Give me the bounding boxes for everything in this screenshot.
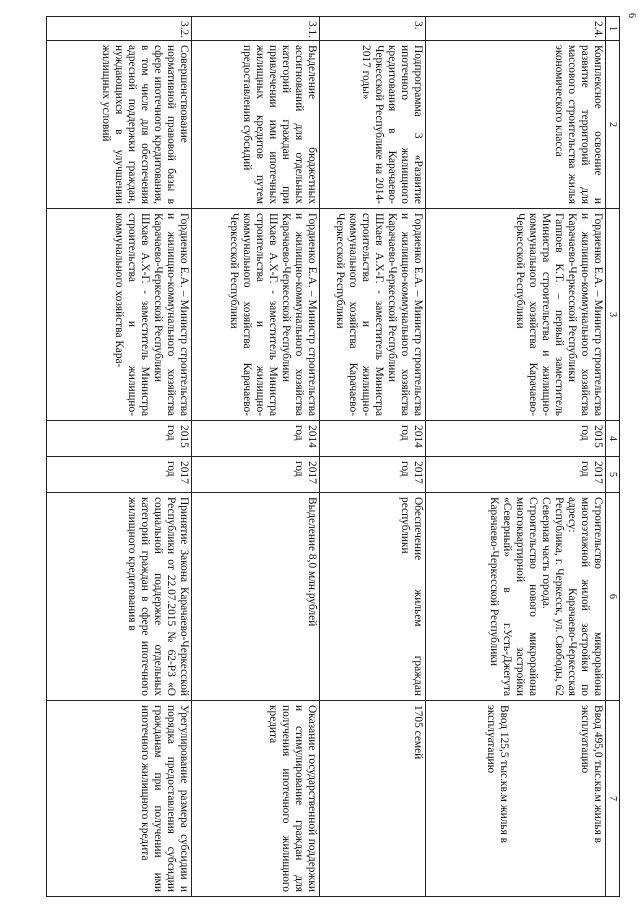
col-header-3: 3 — [606, 209, 620, 421]
responsible-person: Гордиенко Е.А. – Министр строительства и жилищно-коммунального хозяйства Карачаево-Черкесской Республики — [386, 213, 424, 416]
result-cell — [47, 493, 192, 701]
col-header-5: 5 — [606, 457, 620, 493]
end-year: 2017 год — [47, 457, 192, 493]
measure-name: Выделение бюджетных ассигнований для отдельных категорий граждан при привлечении ими ипотечных жилищных кредитов путем предоставления субсидий — [192, 41, 320, 209]
indicator-text: Оказание государственной поддержки и стимулирование граждан для получения ипотечного жилищного кредита — [267, 705, 318, 892]
indicator-text: 1705 семей — [412, 705, 424, 760]
row-number: 3. — [320, 17, 426, 41]
result-cell — [426, 493, 606, 701]
indicator-text: Ввод 495,0 тыс.кв.м жилья в эксплуатацию — [579, 705, 604, 844]
responsible-person: Шхаев А.Х-Г. - заместитель Министра строительства и жилищно-коммунального хозяйства Карачаево-Черкесской Республики — [228, 213, 279, 416]
page-number: 6 — [626, 13, 637, 18]
table-row — [47, 17, 192, 897]
result-text: Выделение 8,0 млн.рублей — [306, 497, 318, 627]
table-row — [320, 17, 426, 897]
result-text: Строительство микрорайона многоэтажной жилой застройки по адресу: Карачаево-Черкесская Республика, г. Черкесск, ул. Свободы, 62 Северная часть города. — [540, 497, 604, 696]
start-year: 2014 год — [192, 421, 320, 457]
start-year: 2015 год — [47, 421, 192, 457]
rotated-document — [46, 16, 620, 896]
responsible-person: Гордиенко Е.А. – Министр строительства и жилищно-коммунального хозяйства Карачаево-Черкесской Республики — [566, 213, 604, 416]
start-year: 2015 год — [426, 421, 606, 457]
responsible-person: Гаппоев К.Т. – первый заместитель Министра строительства и жилищно-коммунального хозяйства Карачаево-Черкесской Республики — [514, 213, 565, 416]
row-number: 3.1. — [192, 17, 320, 41]
indicator-cell — [426, 701, 606, 897]
responsible-person: Шхаев А.Х-Г. - заместитель Министра строительства и жилищно-коммунального хозяйства Кара- — [113, 213, 151, 416]
measure-name: Подпрограмма 3 «Развитие ипотечного жилищного кредитования в Карачаево-Черкесской Республике на 2014-2017 годы» — [320, 41, 426, 209]
responsible-cell — [320, 209, 426, 421]
result-text: Обеспечение жильем граждан республики — [399, 497, 424, 696]
indicator-cell — [192, 701, 320, 897]
table-row — [426, 17, 606, 897]
col-header-2: 2 — [606, 41, 620, 209]
col-header-1: 1 — [606, 17, 620, 41]
end-year: 2017 год — [192, 457, 320, 493]
end-year: 2017 год — [320, 457, 426, 493]
measure-name: Совершенствование нормативной правовой базы в сфере ипотечного кредитования, в том числе для обеспечения адресной поддержки граждан, нуждающихся в улучшении жилищных условий — [47, 41, 192, 209]
start-year: 2014 год — [320, 421, 426, 457]
indicator-cell — [47, 701, 192, 897]
end-year: 2017 год — [426, 457, 606, 493]
responsible-cell — [192, 209, 320, 421]
responsible-person: Гордиенко Е.А. – Министр строительства и жилищно-коммунального хозяйства Карачаево-Черкесской Республики — [152, 213, 190, 416]
responsible-person: Шхаев А.Х-Г. - заместитель Министра строительства и жилищно-коммунального хозяйства Карачаево-Черкесской Республики — [334, 213, 385, 416]
col-header-4: 4 — [606, 421, 620, 457]
responsible-cell — [47, 209, 192, 421]
indicator-cell — [320, 701, 426, 897]
row-number: 2.4. — [426, 17, 606, 41]
program-table — [46, 16, 620, 897]
indicator-text: Ввод 125,5 тыс.кв.м жилья в эксплуатацию — [485, 705, 510, 844]
result-cell — [192, 493, 320, 701]
col-header-7: 7 — [606, 701, 620, 897]
result-text: Строительство нового микрорайона многоквартирной застройки «Северный» в г.Усть-Джегута Карачаево-Черкесской Республики — [488, 497, 539, 696]
result-text: Принятие Закона Карачаево-Черкесской Республики от 22.07.2015 № 62-РЗ «О социальной поддержке отдельных категорий граждан в сфере ипотечного жилищного кредитования в — [126, 497, 190, 696]
result-cell — [320, 493, 426, 701]
spacer — [510, 705, 578, 892]
table-row — [192, 17, 320, 897]
header-row — [606, 17, 620, 897]
row-number: 3.2. — [47, 17, 192, 41]
measure-name: Комплексное освоение и развитие территорий для массового строительства жилья экономического класса — [426, 41, 606, 209]
responsible-cell — [426, 209, 606, 421]
col-header-6: 6 — [606, 493, 620, 701]
responsible-person: Гордиенко Е.А. – Министр строительства и жилищно-коммунального хозяйства Карачаево-Черкесской Республики — [280, 213, 318, 416]
indicator-text: Урегулирование размера субсидии и порядка предоставления субсидии гражданам при получении ими ипотечного жилищного кредита — [139, 705, 190, 892]
